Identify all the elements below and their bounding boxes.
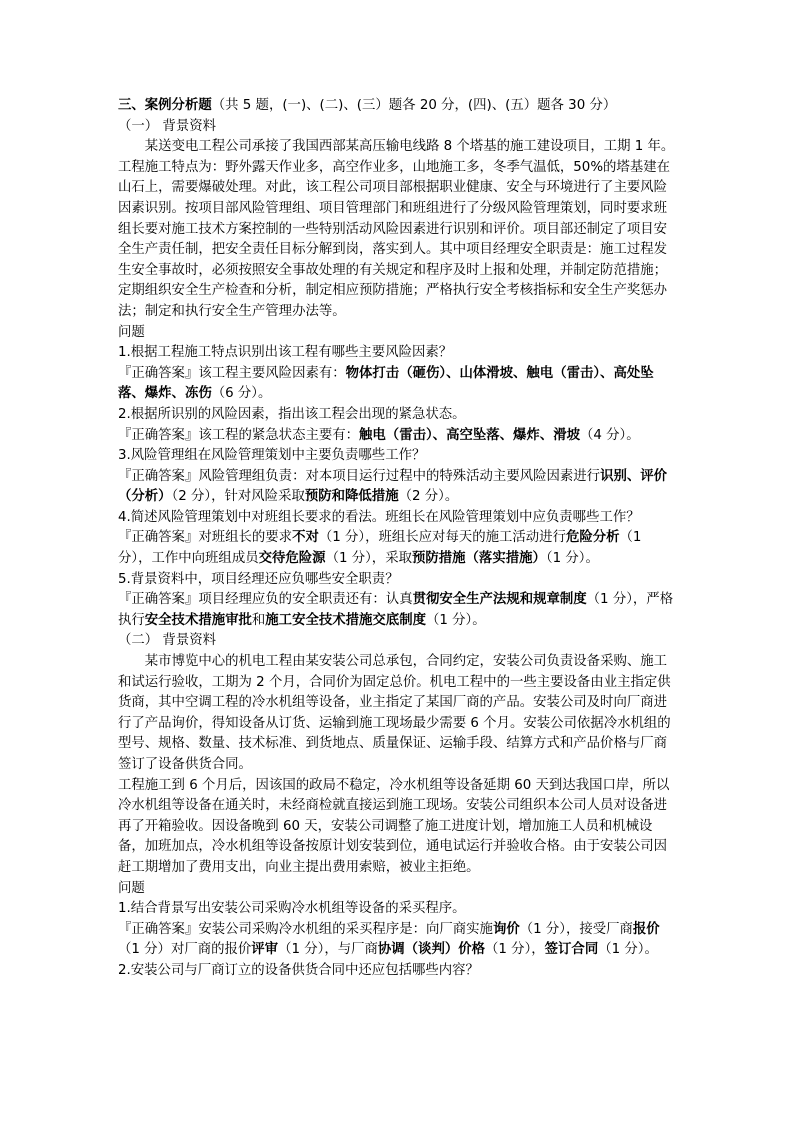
answer-text: （1 分）。 [425,612,486,628]
answer-keypoint: 协调（谈判）价格 [377,942,486,958]
case1-answer-1 [118,364,678,405]
case2-questions-label: 问题 [118,880,145,896]
answer-keypoint: 询价 [492,921,520,937]
answer-keypoint: 预防和降低措施 [304,489,399,505]
answer-text: （2 分）。 [398,489,459,505]
case1-answer-3 [118,467,678,508]
case2-label: （二） 背景资料 [118,633,216,649]
answer-text: （1 分）。 [545,551,599,567]
answer-keypoint: 识别、评价（分析） [118,468,668,505]
case2-background-2: 工程施工到 6 个月后，因该国的政局不稳定，冷水机组等设备延期 60 天到达我国口岸，所以冷水机组等设备在通关时，未经商检就直接运到施工现场。安装公司组织本公司人员对设备进再了开箱验收。因设备晚到 60 天，安装公司调整了施工进度计划，增加施工人员和机械设备，加班加点，冷水机组等设备按原计划安装到位，通电试运行并验收合格。由于安装公司因赶工期增加了费用支出，向业主提出费用索赔，被业主拒绝。 [118,777,670,875]
answer-text: （1 分），采取 [325,551,412,567]
case1-answer-2 [118,426,678,447]
answer-keypoint: 预防措施（落实措施） [411,551,546,567]
answer-keypoint: 评审 [251,942,279,958]
case1-background: 某送变电工程公司承接了我国西部某高压输电线路 8 个塔基的施工建设项目，工期 1 年。工程施工特点为：野外露天作业多，高空作业多，山地施工多，冬季气温低，50%的塔基建在山石上，需要爆破处理。对此，该工程公司项目部根据职业健康、安全与环境进行了主要风险因素识别。按项目部风险管理组、项目管理部门和班组进行了分级风险管理策划，同时要求班组长要对施工技术方案控制的一些特别活动风险因素进行识别和评价。项目部还制定了项目安全生产责任制，把安全责任目标分解到岗，落实到人。其中项目经理安全职责是：施工过程发生安全事故时，必须按照安全事故处理的有关规定和程序及时上报和处理，并制定防范措施；定期组织安全生产检查和分析，制定相应预防措施；严格执行安全考核指标和安全生产奖惩办法；制定和执行安全生产管理办法等。 [118,139,675,319]
answer-text: （1 分），严格执行 [118,592,674,628]
document-page [118,96,678,982]
answer-keypoint: 危险分析 [565,530,620,546]
section-title-bold: 三、案例分析题 [118,98,212,113]
answer-text: （1 分），接受厂商 [519,921,633,937]
case1-answer-4 [118,528,678,569]
answer-text: （1 分），工作中向班组成员 [118,530,642,567]
case2-background-1: 某市博览中心的机电工程由某安装公司总承包，合同约定，安装公司负责设备采购、施工和试运行验收，工期为 2 个月，合同价为固定总价。机电工程中的一些主要设备由业主指定供货商，其中空调工程的冷水机组等设备，业主指定了某国厂商的产品。安装公司及时向厂商进行了产品询价，得知设备从订货、运输到施工现场最少需要 6 个月。安装公司依据冷水机组的型号、规格、数量、技术标准、到货地点、质量保证、运输手段、结算方式和产品价格与厂商签订了设备供货合同。 [118,654,671,772]
answer-keypoint: 签订合同 [544,942,599,958]
answer-text: 『正确答案』对班组长的要求 [118,530,293,546]
answer-text: （1 分）对厂商的报价 [118,942,252,958]
case1-question-1: 1.根据工程施工特点识别出该工程有哪些主要风险因素？ [118,345,453,361]
case1-question-4: 4.简述风险管理策划中对班组长要求的看法。班组长在风险管理策划中应负责哪些工作？ [118,509,640,525]
answer-text: （1 分）， [485,942,545,958]
case2-question-1: 1.结合背景写出安装公司采购冷水机组等设备的采买程序。 [118,901,466,917]
case1-label: （一） 背景资料 [118,118,216,134]
case2-question-2: 2.安装公司与厂商订立的设备供货合同中还应包括哪些内容？ [118,962,479,978]
case1-question-2: 2.根据所识别的风险因素，指出该工程会出现的紧急状态。 [118,406,466,422]
answer-text: 和 [251,612,266,628]
case1-questions-label: 问题 [118,324,145,340]
answer-keypoint: 贯彻安全生产法规和规章制度 [412,592,587,608]
answer-text: （2 分），针对风险采取 [171,489,305,505]
answer-keypoint: 不对 [292,530,319,546]
answer-keypoint: 物体打击（砸伤）、山体滑坡、触电（雷击）、高处坠落、爆炸、冻伤 [118,365,654,402]
case1-question-5: 5.背景资料中，项目经理还应负哪些安全职责？ [118,571,399,587]
answer-text: 『正确答案』安装公司采购冷水机组的采买程序是：向厂商实施 [118,921,493,937]
case2-answer-1 [118,920,678,961]
answer-keypoint: 安全技术措施审批 [144,612,252,628]
case1-answer-5 [118,590,678,631]
answer-text: （4 分）。 [579,427,640,443]
section-title-rest: （共 5 题，(一)、(二)、(三）题各 20 分，(四)、(五）题各 30 分） [211,98,617,113]
answer-text: 『正确答案』该工程主要风险因素有： [118,365,346,381]
answer-keypoint: 触电（雷击）、高空坠落、爆炸、滑坡 [359,427,580,443]
section-title [118,96,678,117]
answer-keypoint: 报价 [632,921,660,937]
answer-text: 『正确答案』风险管理组负责：对本项目运行过程中的特殊活动主要风险因素进行 [118,468,601,484]
answer-text: （1 分）。 [598,942,658,958]
answer-text: （6 分）。 [211,386,272,402]
answer-text: （1 分），班组长应对每天的施工活动进行 [318,530,566,546]
answer-text: 『正确答案』项目经理应负的安全职责还有：认真 [118,592,413,608]
answer-text: 『正确答案』该工程的紧急状态主要有： [118,427,360,443]
answer-keypoint: 施工安全技术措施交底制度 [265,612,426,628]
answer-keypoint: 交待危险源 [258,551,326,567]
case1-question-3: 3.风险管理组在风险管理策划中主要负责哪些工作？ [118,448,426,464]
answer-text: （1 分），与厂商 [278,942,378,958]
